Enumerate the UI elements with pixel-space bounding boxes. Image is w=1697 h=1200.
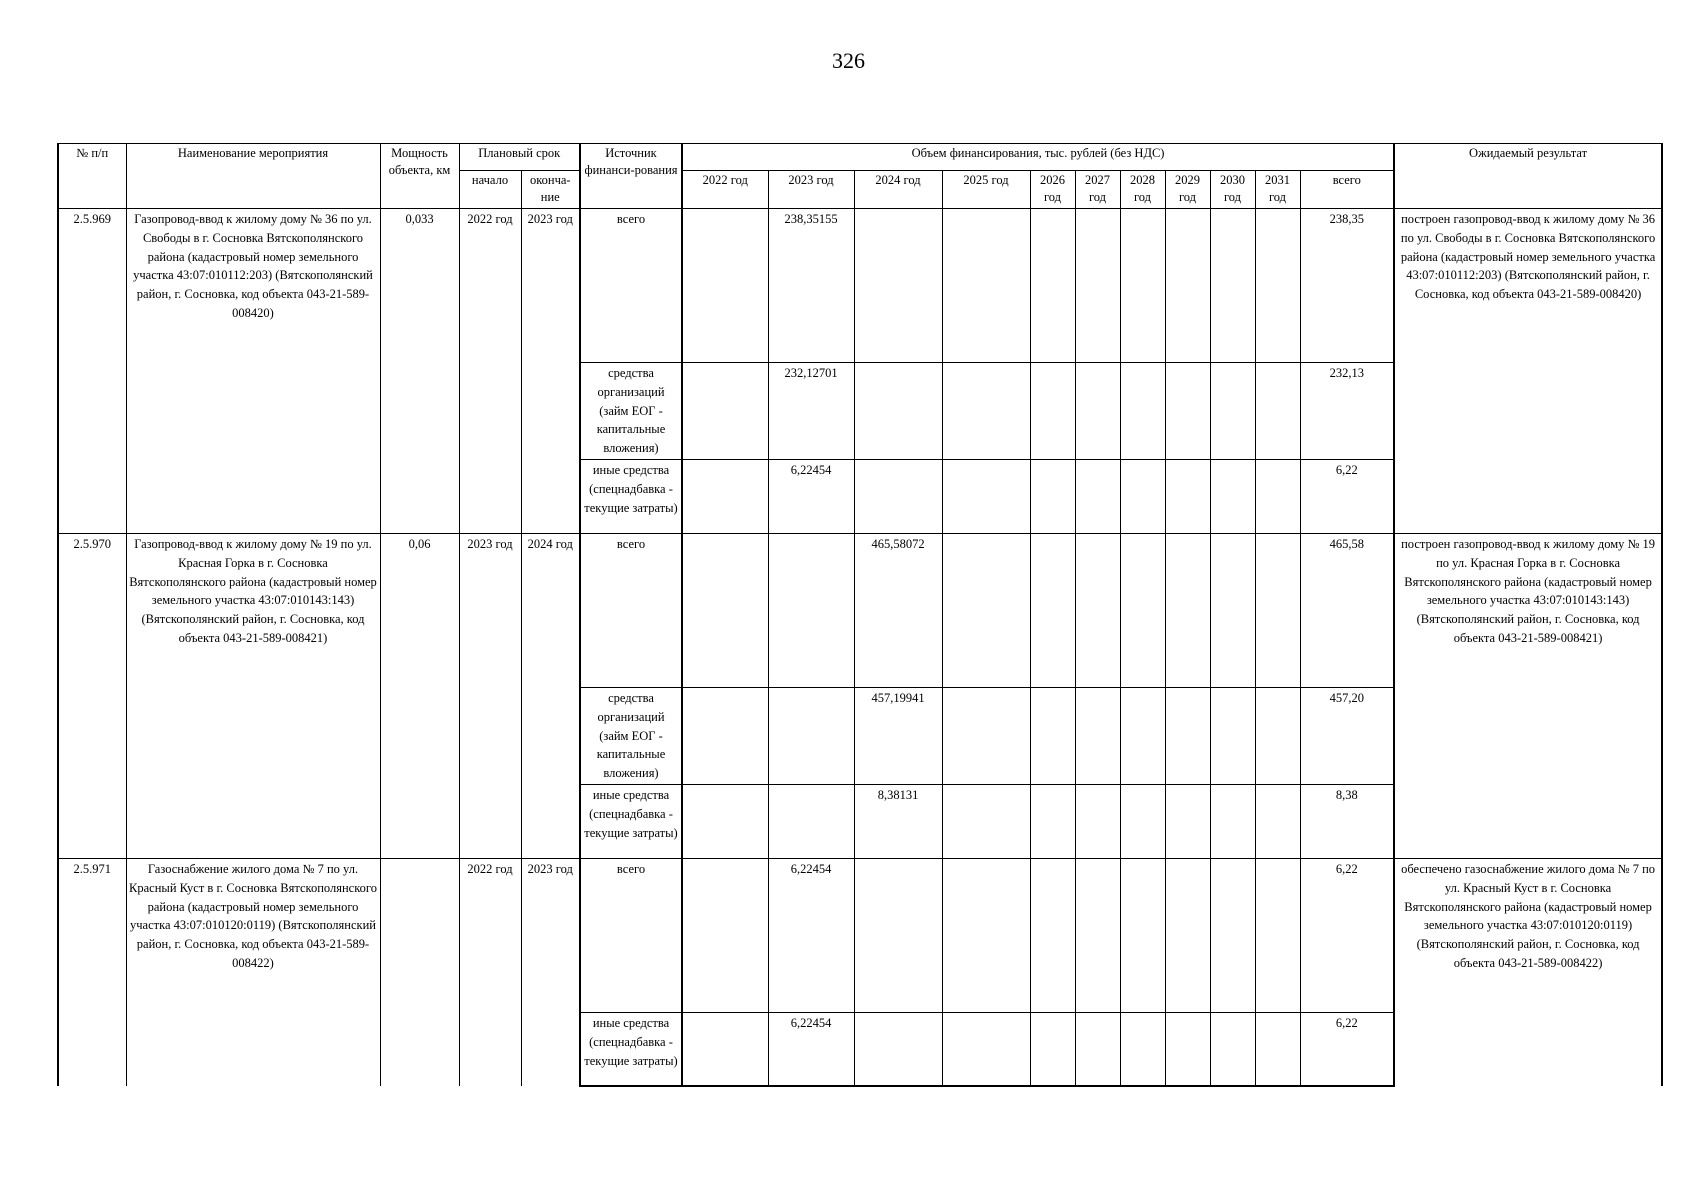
row-number: 2.5.971 [58,858,126,1086]
header-year-2022: 2022 год [682,171,768,209]
value-2028 [1120,533,1165,687]
row-number: 2.5.970 [58,533,126,858]
header-name: Наименование мероприятия [126,144,380,209]
value-2024 [854,858,942,1012]
value-2023 [768,533,854,687]
header-total: всего [1300,171,1394,209]
value-2029 [1165,687,1210,784]
page-number: 326 [832,48,865,73]
value-total: 457,20 [1300,687,1394,784]
header-year-2023: 2023 год [768,171,854,209]
value-total: 8,38 [1300,784,1394,858]
row-end: 2023 год [521,209,580,534]
value-2031 [1255,209,1300,363]
header-start: начало [459,171,521,209]
value-2025 [942,363,1030,460]
value-2022 [682,363,768,460]
row-result: построен газопровод-ввод к жилому дому № 19 по ул. Красная Горка в г. Сосновка Вятскополянского района (кадастровый номер земельного участка 43:07:010143:143) (Вятскополянский район, г. Сосновка, код объекта 043-21-589-008421) [1394,533,1662,858]
value-2031 [1255,784,1300,858]
value-2026 [1030,459,1075,533]
source-label: иные средства (спецнадбавка - текущие затраты) [580,784,682,858]
value-2023: 238,35155 [768,209,854,363]
value-2022 [682,1012,768,1086]
header-source: Источник финанси-рования [580,144,682,209]
value-2030 [1210,687,1255,784]
value-2026 [1030,1012,1075,1086]
header-year-2024: 2024 год [854,171,942,209]
table-row [58,209,1662,363]
header-plan-term: Плановый срок [459,144,580,171]
value-total: 6,22 [1300,459,1394,533]
value-2027 [1075,209,1120,363]
row-end: 2023 год [521,858,580,1086]
value-2027 [1075,1012,1120,1086]
value-2025 [942,687,1030,784]
value-total: 232,13 [1300,363,1394,460]
value-2027 [1075,784,1120,858]
table-row [58,533,1662,687]
row-capacity: 0,033 [380,209,459,534]
row-capacity [380,858,459,1086]
value-2030 [1210,209,1255,363]
value-2031 [1255,363,1300,460]
value-2022 [682,858,768,1012]
value-2022 [682,533,768,687]
value-total: 238,35 [1300,209,1394,363]
value-total: 6,22 [1300,858,1394,1012]
value-2026 [1030,858,1075,1012]
value-2028 [1120,459,1165,533]
header-no: № п/п [58,144,126,209]
value-2024: 8,38131 [854,784,942,858]
value-2024 [854,363,942,460]
value-2022 [682,784,768,858]
value-2022 [682,459,768,533]
value-2029 [1165,1012,1210,1086]
header-year-2027: 2027 год [1075,171,1120,209]
value-2027 [1075,858,1120,1012]
value-2024 [854,209,942,363]
value-2028 [1120,209,1165,363]
source-label: всего [580,533,682,687]
value-2025 [942,784,1030,858]
source-label: средства организаций (займ ЕОГ - капитальные вложения) [580,363,682,460]
header-year-2026: 2026 год [1030,171,1075,209]
value-2025 [942,858,1030,1012]
row-result: построен газопровод-ввод к жилому дому № 36 по ул. Свободы в г. Сосновка Вятскополянского района (кадастровый номер земельного участка 43:07:010112:203) (Вятскополянский район, г. Сосновка, код объекта 043-21-589-008420) [1394,209,1662,534]
row-start: 2023 год [459,533,521,858]
header-result: Ожидаемый результат [1394,144,1662,209]
value-2027 [1075,363,1120,460]
value-2031 [1255,687,1300,784]
value-2031 [1255,533,1300,687]
source-label: средства организаций (займ ЕОГ - капитальные вложения) [580,687,682,784]
row-start: 2022 год [459,209,521,534]
value-2030 [1210,1012,1255,1086]
value-2027 [1075,533,1120,687]
header-year-2029: 2029 год [1165,171,1210,209]
value-2029 [1165,784,1210,858]
value-2024 [854,459,942,533]
value-2028 [1120,858,1165,1012]
value-2023: 232,12701 [768,363,854,460]
value-2026 [1030,209,1075,363]
header-capacity: Мощность объекта, км [380,144,459,209]
value-2029 [1165,363,1210,460]
value-total: 465,58 [1300,533,1394,687]
row-name: Газопровод-ввод к жилому дому № 19 по ул. Красная Горка в г. Сосновка Вятскополянского района (кадастровый номер земельного участка 43:07:010143:143) (Вятскополянский район, г. Сосновка, код объекта 043-21-589-008421) [126,533,380,858]
value-2023: 6,22454 [768,1012,854,1086]
table-row [58,858,1662,1012]
value-2031 [1255,858,1300,1012]
row-result: обеспечено газоснабжение жилого дома № 7 по ул. Красный Куст в г. Сосновка Вятскополянского района (кадастровый номер земельного участка 43:07:010120:0119) (Вятскополянский район, г. Сосновка, код объекта 043-21-589-008422) [1394,858,1662,1086]
source-label: иные средства (спецнадбавка - текущие затраты) [580,459,682,533]
value-2024 [854,1012,942,1086]
value-2030 [1210,459,1255,533]
header-end: оконча-ние [521,171,580,209]
value-2023: 6,22454 [768,459,854,533]
value-2022 [682,687,768,784]
value-2030 [1210,784,1255,858]
value-2025 [942,459,1030,533]
value-2030 [1210,533,1255,687]
value-total: 6,22 [1300,1012,1394,1086]
value-2029 [1165,209,1210,363]
financing-table [57,143,1663,1087]
value-2026 [1030,784,1075,858]
value-2029 [1165,459,1210,533]
value-2030 [1210,363,1255,460]
value-2025 [942,209,1030,363]
value-2031 [1255,459,1300,533]
row-capacity: 0,06 [380,533,459,858]
value-2027 [1075,687,1120,784]
value-2026 [1030,687,1075,784]
value-2025 [942,1012,1030,1086]
source-label: всего [580,209,682,363]
source-label: иные средства (спецнадбавка - текущие затраты) [580,1012,682,1086]
header-year-2028: 2028 год [1120,171,1165,209]
value-2029 [1165,533,1210,687]
source-label: всего [580,858,682,1012]
value-2027 [1075,459,1120,533]
value-2024: 457,19941 [854,687,942,784]
header-year-2031: 2031 год [1255,171,1300,209]
header-financing: Объем финансирования, тыс. рублей (без НДС) [682,144,1394,171]
value-2023 [768,687,854,784]
table-header [58,144,1662,209]
value-2026 [1030,533,1075,687]
row-name: Газоснабжение жилого дома № 7 по ул. Красный Куст в г. Сосновка Вятскополянского района (кадастровый номер земельного участка 43:07:010120:0119) (Вятскополянский район, г. Сосновка, код объекта 043-21-589-008422) [126,858,380,1086]
row-number: 2.5.969 [58,209,126,534]
value-2022 [682,209,768,363]
value-2026 [1030,363,1075,460]
value-2030 [1210,858,1255,1012]
value-2024: 465,58072 [854,533,942,687]
header-year-2030: 2030 год [1210,171,1255,209]
header-year-2025: 2025 год [942,171,1030,209]
value-2028 [1120,784,1165,858]
value-2028 [1120,1012,1165,1086]
value-2023: 6,22454 [768,858,854,1012]
value-2023 [768,784,854,858]
value-2025 [942,533,1030,687]
value-2028 [1120,363,1165,460]
value-2031 [1255,1012,1300,1086]
row-start: 2022 год [459,858,521,1086]
value-2029 [1165,858,1210,1012]
row-end: 2024 год [521,533,580,858]
value-2028 [1120,687,1165,784]
row-name: Газопровод-ввод к жилому дому № 36 по ул. Свободы в г. Сосновка Вятскополянского района (кадастровый номер земельного участка 43:07:010112:203) (Вятскополянский район, г. Сосновка, код объекта 043-21-589-008420) [126,209,380,534]
